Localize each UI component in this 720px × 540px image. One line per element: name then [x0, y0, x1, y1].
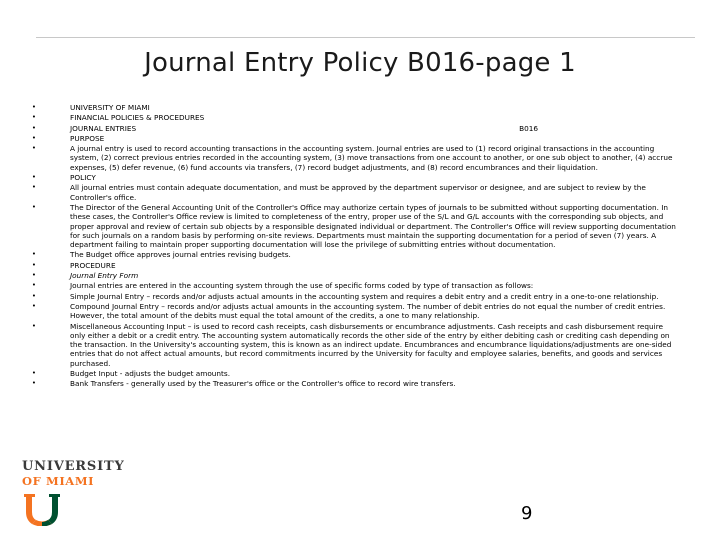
bullet: • — [31, 144, 37, 153]
page-number: 9 — [521, 503, 533, 524]
list-item — [30, 124, 680, 133]
list-item — [30, 322, 680, 368]
bullet: • — [31, 103, 37, 111]
bullet: • — [31, 260, 37, 269]
list-item — [30, 113, 680, 122]
list-item — [30, 173, 680, 182]
list-item — [30, 302, 680, 321]
bullet: • — [31, 369, 37, 378]
list-item — [30, 103, 680, 112]
list-item-text: UNIVERSITY OF MIAMI — [70, 103, 150, 112]
bullet: • — [31, 291, 37, 300]
u-logo-left-orange — [24, 494, 36, 524]
logo-text-of-miami: OF MIAMI — [22, 474, 95, 488]
list-item — [30, 271, 680, 280]
list-item-text: A journal entry is used to record accounting transactions in the accounting system. Journal entries are used to (1) record original transactions in the accounting system, (2) correct previous entries recorded in the accounting system, (3) move transactions from one account to another, or one sub object to another, (4) accrue expenses, (5) defer revenue, (6) fund accounts via transfers, (7) record budget adjustments, and (8) record encumbrances and their liquidation. — [70, 144, 673, 172]
list-item — [30, 292, 680, 301]
list-item — [30, 250, 680, 259]
policy-code: B016 — [519, 123, 538, 133]
list-item-text: All journal entries must contain adequate documentation, and must be approved by the department supervisor or designee, and are subject to review by the Controller's office. — [70, 183, 646, 202]
bullet: • — [31, 379, 37, 388]
bullet: • — [31, 301, 37, 310]
list-item — [30, 379, 680, 388]
list-item — [30, 134, 680, 143]
slide-title: Journal Entry Policy B016-page 1 — [144, 48, 576, 78]
top-divider — [36, 37, 695, 38]
bullet: • — [31, 271, 37, 280]
bullet: • — [31, 281, 37, 290]
list-item — [30, 144, 680, 172]
list-item — [30, 261, 680, 270]
list-item-text: PROCEDURE — [70, 260, 116, 270]
bullet: • — [31, 113, 37, 122]
list-item-text: The Director of the General Accounting Unit of the Controller's Office may authorize certain types of journals to be submitted without supporting documentation. In these cases, the Controller's Office review is limited to completeness of the entry, proper use of the S/L and G/L accounts with the corresponding sub objects, and proper approval and review of certain sub objects by a responsible designated individual or department. The Controller's Office will review supporting documentation for such journals on a random basis by performing on-site reviews. Departments must maintain the supporting documentation for a period of seven (7) years. A department failing to maintain proper supporting documentation will lose the privilege of submitting entries without documentation. — [70, 202, 676, 250]
list-item-text: JOURNAL ENTRIES — [70, 123, 137, 133]
list-item-text: PURPOSE — [70, 133, 105, 143]
list-item-text: Bank Transfers - generally used by the Treasurer's office or the Controller's office to record wire transfers. — [70, 379, 456, 389]
bullet: • — [31, 133, 37, 142]
u-logo-right-green — [48, 494, 60, 524]
list-item-text: Journal entries are entered in the accounting system through the use of specific forms coded by type of transaction as follows: — [70, 281, 534, 291]
list-item-text: POLICY — [70, 173, 96, 183]
u-logo-icon — [22, 492, 62, 526]
list-item-text: Miscellaneous Accounting Input – is used to record cash receipts, cash disbursements or encumbrance adjustments. Cash receipts and cash disbursement require only either a debit or a credit entry. The accounting system automatically records the other side of the entry by either debiting cash or crediting cash depending on the transaction. In the University's accounting system, this is known as an indirect update. Encumbrances and encumbrance liquidations/adjustments are one-sided entries that do not affect actual amounts, but record commitments incurred by the University for faculty and employee salaries, benefits, and goods and services purchased. — [70, 321, 672, 368]
list-item-text: Journal Entry Form — [70, 271, 139, 281]
university-logo — [22, 460, 142, 535]
list-item-text: Budget Input - adjusts the budget amounts. — [70, 369, 231, 379]
policy-text-list — [30, 103, 680, 390]
bullet: • — [31, 173, 37, 182]
list-item-text: Compound Journal Entry – records and/or adjusts actual amounts in the accounting system. The number of debit entries do not equal the number of credit entries. However, the total amount of the debits must equal the total amount of the credits, a one to many relationship. — [70, 301, 666, 321]
logo-text-university: UNIVERSITY — [22, 459, 125, 474]
bullet: • — [31, 321, 37, 330]
bullet: • — [31, 123, 37, 132]
bullet: • — [31, 202, 37, 211]
list-item — [30, 369, 680, 378]
bullet: • — [31, 183, 37, 192]
list-item — [30, 183, 680, 202]
bullet: • — [31, 250, 37, 259]
list-item-text: Simple Journal Entry – records and/or adjusts actual amounts in the accounting system and requires a debit entry and a credit entry in a one-to-one relationship. — [70, 291, 659, 301]
list-item-text: FINANCIAL POLICIES & PROCEDURES — [70, 113, 205, 123]
list-item-text: The Budget office approves journal entries revising budgets. — [70, 250, 291, 260]
list-item — [30, 281, 680, 290]
list-item — [30, 203, 680, 249]
